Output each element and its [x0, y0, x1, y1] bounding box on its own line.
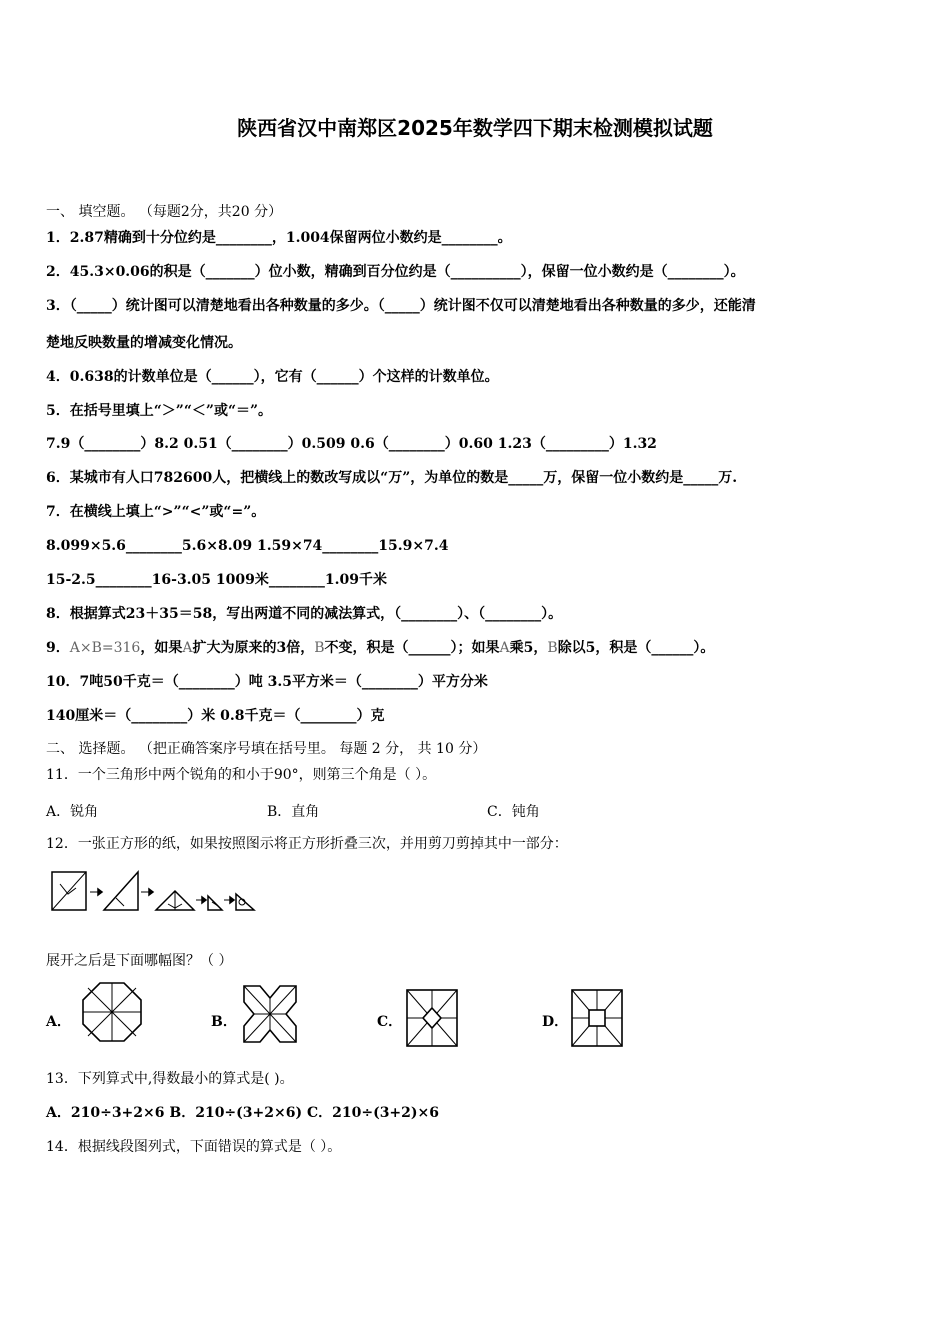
question-6: 6．某城市有人口782600人，把横线上的数改写成以“万”，为单位的数是_____万，保留一位小数约是_____万.: [46, 470, 738, 486]
question-13: 13．下列算式中,得数最小的算式是( )。: [46, 1071, 294, 1087]
q9-var-b: B: [547, 640, 558, 656]
q12-option-a-label: A．: [46, 1014, 71, 1030]
question-12: 12．一张正方形的纸，如果按照图示将正方形折叠三次，并用剪刀剪掉其中一部分：: [46, 836, 568, 852]
section1-header: 一、 填空题。 （每题2分，共20 分）: [46, 204, 283, 220]
q11-option-b: B．直角: [267, 804, 320, 820]
q9-var-a: A: [499, 640, 510, 656]
q12-option-d-figure: [570, 988, 624, 1048]
q12-option-c-label: C．: [377, 1014, 403, 1030]
q9-text: 除以5，积是（______）。: [557, 640, 715, 656]
q12-option-b-figure: [242, 984, 298, 1044]
section2-header: 二、 选择题。 （把正确答案序号填在括号里。 每题 2 分， 共 10 分）: [46, 741, 487, 757]
question-1: 1．2.87精确到十分位约是________，1.004保留两位小数约是________。: [46, 230, 512, 246]
q11-option-c: C．钝角: [487, 804, 540, 820]
q12-option-d-label: D．: [542, 1014, 569, 1030]
question-5-comparisons: 7.9（________）8.2 0.51（________）0.509 0.6（________）0.60 1.23（_________）1.32: [46, 436, 657, 452]
q9-text: 乘5，: [509, 640, 548, 656]
question-11: 11．一个三角形中两个锐角的和小于90°，则第三个角是（ ）。: [46, 767, 437, 783]
q9-var-b: B: [314, 640, 325, 656]
question-4: 4．0.638的计数单位是（______），它有（______）个这样的计数单位。: [46, 369, 499, 385]
question-3-line1: 3．（_____）统计图可以清楚地看出各种数量的多少。（_____）统计图不仅可以清楚地看出各种数量的多少，还能清: [46, 298, 756, 314]
question-3-line2: 楚地反映数量的增减变化情况。: [46, 335, 242, 351]
folding-sequence-figure: [48, 866, 260, 916]
question-14: 14．根据线段图列式，下面错误的算式是（ ）。: [46, 1139, 342, 1155]
q9-formula: A×B=316: [69, 640, 141, 656]
q12-option-b-label: B．: [211, 1014, 237, 1030]
question-7-row1: 8.099×5.6________5.6×8.09 1.59×74________15.9×7.4: [46, 538, 449, 554]
question-10-row2: 140厘米＝（________）米 0.8千克＝（________）克: [46, 708, 385, 724]
q11-option-a: A．锐角: [46, 804, 99, 820]
q9-text: 不变，积是（______）；如果: [324, 640, 500, 656]
q12-option-c-figure: [405, 988, 459, 1048]
q9-var-a: A: [182, 640, 193, 656]
question-7-row2: 15-2.5________16-3.05 1009米________1.09千米: [46, 572, 387, 588]
question-7: 7．在横线上填上“>”“<”或“=”。: [46, 504, 266, 520]
q9-number: 9．: [46, 640, 70, 656]
question-9: [46, 639, 714, 657]
question-5: 5．在括号里填上“＞”“＜”或“＝”。: [46, 403, 273, 419]
question-12-ask: 展开之后是下面哪幅图？（ ）: [46, 953, 233, 969]
question-10-row1: 10．7吨50千克＝（________）吨 3.5平方米＝（________）平方分米: [46, 674, 488, 690]
page-title: 陕西省汉中南郑区2025年数学四下期末检测模拟试题: [237, 116, 713, 140]
question-2: 2．45.3×0.06的积是（_______）位小数，精确到百分位约是（__________），保留一位小数约是（________）。: [46, 264, 745, 280]
q13-options: A．210÷3+2×6 B．210÷(3+2×6) C．210÷(3+2)×6: [46, 1105, 439, 1121]
q9-text: 扩大为原来的3倍，: [192, 640, 315, 656]
q9-text: ，如果: [140, 640, 183, 656]
q12-option-a-figure: [80, 980, 144, 1044]
question-8: 8．根据算式23＋35＝58，写出两道不同的减法算式，（________）、（________）。: [46, 606, 563, 622]
